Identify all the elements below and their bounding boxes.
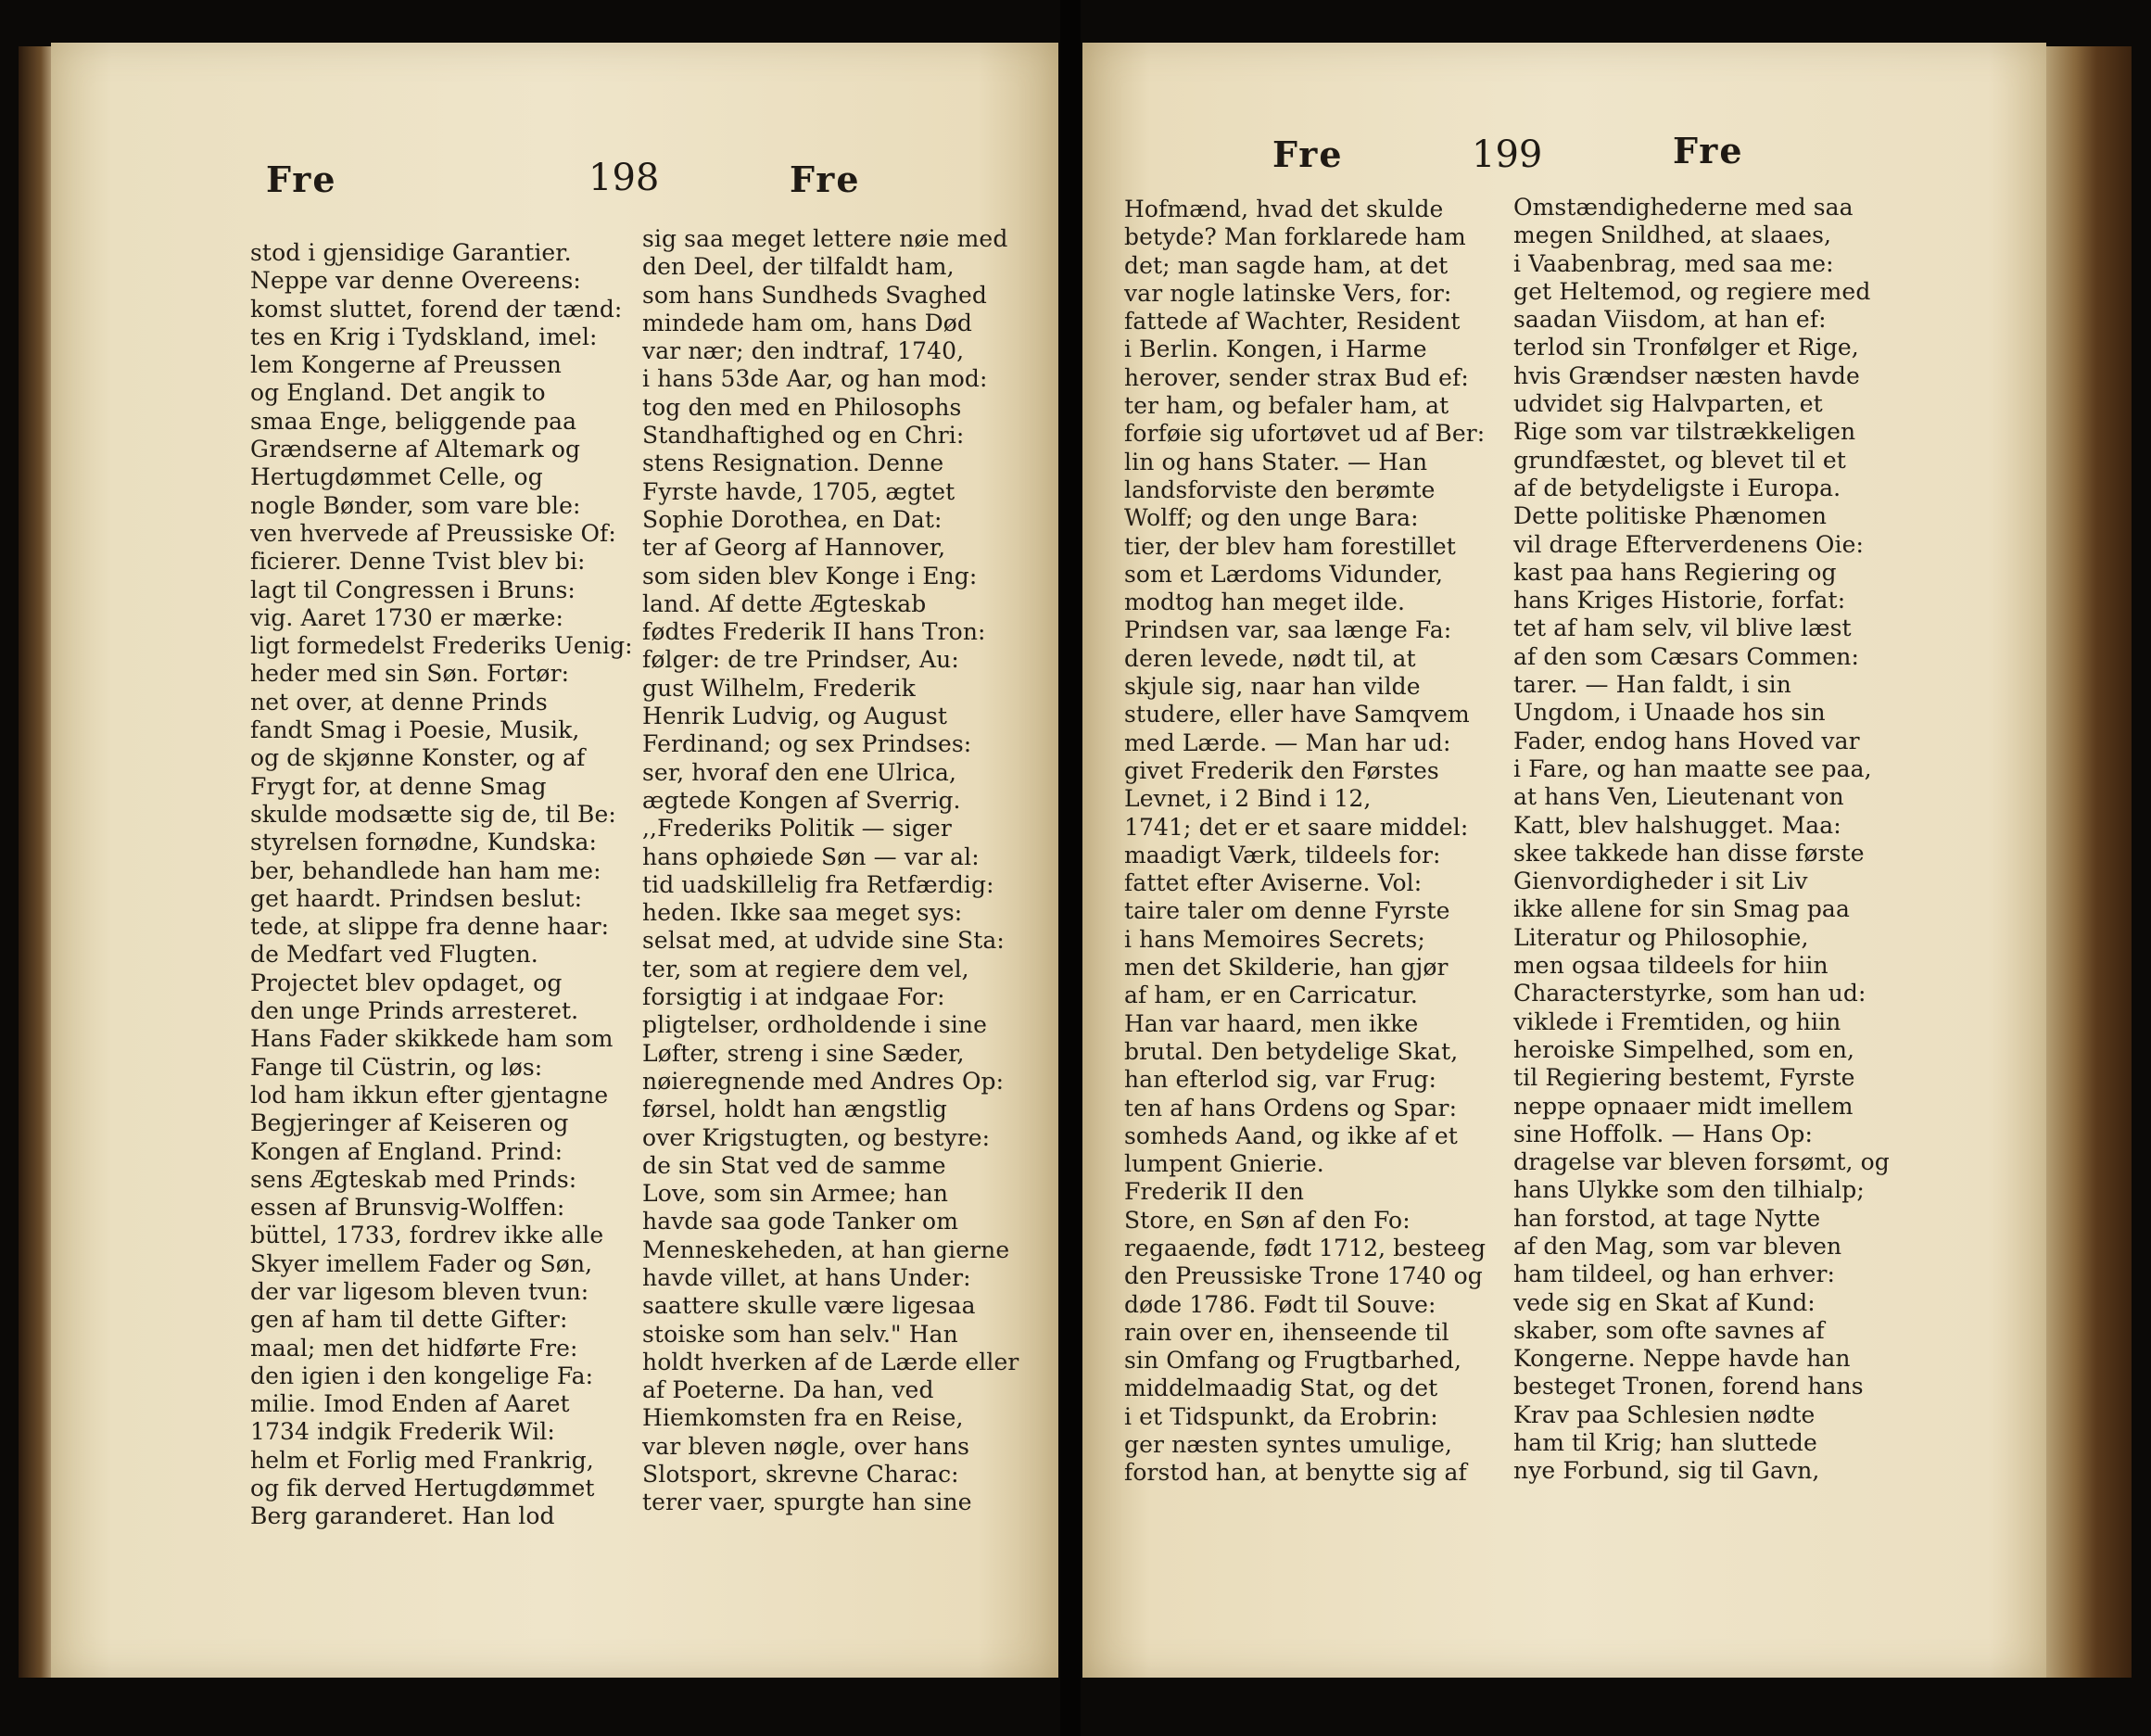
text-line: Menneskeheden, at han gierne — [642, 1235, 1010, 1263]
text-line: hans Ulykke som den tilhialp; — [1513, 1176, 1865, 1204]
text-line: i Fare, og han maatte see paa, — [1513, 754, 1872, 782]
text-line: skee takkede han disse første — [1513, 839, 1865, 867]
text-line: han efterlod sig, var Frug: — [1124, 1066, 1437, 1094]
text-line: büttel, 1733, fordrev ikke alle — [250, 1222, 604, 1249]
text-line: Henrik Ludvig, og August — [642, 703, 947, 730]
text-line: ægtede Kongen af Sverrig. — [642, 786, 961, 814]
text-line: heden. Ikke saa meget sys: — [642, 899, 963, 927]
text-line: men det Skilderie, han gjør — [1124, 954, 1449, 982]
text-line: lin og hans Stater. — Han — [1124, 448, 1428, 475]
text-line: fødtes Frederik II hans Tron: — [642, 618, 986, 646]
text-line: i et Tidspunkt, da Erobrin: — [1124, 1402, 1438, 1430]
text-line: skaber, som ofte savnes af — [1513, 1316, 1825, 1344]
right-page — [1082, 43, 2046, 1678]
text-line: ham tildeel, og han erhver: — [1513, 1261, 1836, 1288]
text-line: Berg garanderet. Han lod — [250, 1502, 555, 1530]
text-line: i Vaabenbrag, med saa me: — [1513, 249, 1834, 277]
header-right-word: Fre — [790, 158, 861, 200]
text-line: Ungdom, i Unaade hos sin — [1513, 699, 1826, 727]
text-line: taire taler om denne Fyrste — [1124, 897, 1450, 925]
text-line: Dette politiske Phænomen — [1513, 502, 1828, 530]
text-line: stoiske som han selv." Han — [642, 1320, 958, 1348]
text-line: Omstændighederne med saa — [1513, 194, 1854, 221]
text-line: ber, behandlede han ham me: — [250, 856, 601, 884]
text-line: nye Forbund, sig til Gavn, — [1513, 1457, 1820, 1485]
text-line: lod ham ikkun efter gjentagne — [250, 1081, 609, 1109]
text-line: Kongen af England. Prind: — [250, 1137, 563, 1165]
text-line: følger: de tre Prindser, Au: — [642, 646, 959, 674]
text-line: af den Mag, som var bleven — [1513, 1232, 1842, 1260]
text-line: sig saa meget lettere nøie med — [642, 225, 1008, 252]
text-line: smaa Enge, beliggende paa — [250, 407, 577, 435]
text-line: ser, hvoraf den ene Ulrica, — [642, 758, 957, 786]
text-line: studere, eller have Samqvem — [1124, 701, 1470, 729]
text-line: ter af Georg af Hannover, — [642, 534, 946, 562]
text-line: fandt Smag i Poesie, Musik, — [250, 716, 580, 744]
text-line: Projectet blev opdaget, og — [250, 969, 563, 996]
text-line: havde villet, at hans Under: — [642, 1263, 971, 1291]
book-edge-left — [19, 46, 56, 1678]
text-line: forstod han, at benytte sig af — [1124, 1459, 1467, 1487]
text-line: tid uadskillelig fra Retfærdig: — [642, 870, 994, 898]
text-line: over Krigstugten, og bestyre: — [642, 1123, 991, 1151]
text-line: hvis Grændser næsten havde — [1513, 361, 1860, 389]
header-left-word: Fre — [1272, 133, 1344, 175]
text-line: og fik derved Hertugdømmet — [250, 1475, 595, 1502]
text-line: besteget Tronen, forend hans — [1513, 1373, 1864, 1400]
text-line: Frederik II den — [1124, 1178, 1305, 1206]
text-line: Skyer imellem Fader og Søn, — [250, 1249, 593, 1277]
text-line: der var ligesom bleven tvun: — [250, 1277, 589, 1305]
text-line: Hiemkomsten fra en Reise, — [642, 1404, 964, 1432]
text-line: skulde modsætte sig de, til Be: — [250, 800, 616, 828]
text-line: ten af hans Ordens og Spar: — [1124, 1094, 1458, 1121]
text-line: kast paa hans Regiering og — [1513, 558, 1837, 586]
text-line: Rige som var tilstrækkeligen — [1513, 418, 1856, 446]
text-line: viklede i Fremtiden, og hiin — [1513, 1007, 1841, 1035]
text-line: Kongerne. Neppe havde han — [1513, 1345, 1851, 1373]
text-line: Ferdinand; og sex Prindses: — [642, 730, 972, 758]
text-line: gust Wilhelm, Frederik — [642, 674, 916, 702]
text-line: saadan Viisdom, at han ef: — [1513, 306, 1827, 334]
text-line: forsigtig i at indgaae For: — [642, 983, 945, 1011]
text-line: ter, som at regiere dem vel, — [642, 955, 969, 982]
text-line: Krav paa Schlesien nødte — [1513, 1400, 1816, 1428]
text-line: af den som Cæsars Commen: — [1513, 642, 1859, 670]
text-line: var nogle latinske Vers, for: — [1124, 279, 1452, 307]
page-number: 199 — [1472, 133, 1543, 176]
text-column-right — [642, 225, 1019, 1517]
text-line: somheds Aand, og ikke af et — [1124, 1121, 1458, 1149]
text-line: essen af Brunsvig-Wolffen: — [250, 1194, 565, 1222]
text-line: brutal. Den betydelige Skat, — [1124, 1037, 1459, 1065]
text-line: Prindsen var, saa længe Fa: — [1124, 616, 1452, 644]
text-line: megen Snildhed, at slaaes, — [1513, 222, 1832, 249]
text-line: fattede af Wachter, Resident — [1124, 308, 1461, 336]
text-line: regaaende, født 1712, besteeg — [1124, 1234, 1487, 1261]
text-line: døde 1786. Født til Souve: — [1124, 1290, 1436, 1318]
text-line: maadigt Værk, tildeels for: — [1124, 841, 1441, 868]
text-line: get Heltemod, og regiere med — [1513, 277, 1871, 305]
text-line: til Regiering bestemt, Fyrste — [1513, 1064, 1855, 1092]
text-line: Fader, endog hans Hoved var — [1513, 727, 1860, 754]
text-line: Fange til Cüstrin, og løs: — [250, 1053, 543, 1081]
text-line: skjule sig, naar han vilde — [1124, 673, 1421, 701]
text-line: Hans Fader skikkede ham som — [250, 1025, 614, 1053]
text-line: tede, at slippe fra denne haar: — [250, 913, 610, 941]
text-line: komst sluttet, forend der tænd: — [250, 295, 623, 323]
text-line: vil drage Efterverdenens Oie: — [1513, 530, 1865, 558]
text-line: Store, en Søn af den Fo: — [1124, 1206, 1411, 1234]
text-line: hans ophøiede Søn — var al: — [642, 843, 980, 870]
text-line: stod i gjensidige Garantier. — [250, 239, 572, 266]
text-line: den Preussiske Trone 1740 og — [1124, 1262, 1483, 1290]
text-line: Sophie Dorothea, en Dat: — [642, 505, 943, 533]
text-line: milie. Imod Enden af Aaret — [250, 1390, 570, 1418]
text-line: af ham, er en Carricatur. — [1124, 982, 1418, 1009]
text-line: heder med sin Søn. Fortør: — [250, 660, 570, 688]
text-line: deren levede, nødt til, at — [1124, 644, 1416, 672]
text-line: i hans Memoires Secrets; — [1124, 925, 1425, 953]
text-line: Characterstyrke, som han ud: — [1513, 980, 1866, 1007]
left-page — [51, 43, 1058, 1678]
text-line: saattere skulle være ligesaa — [642, 1292, 976, 1320]
text-line: fattet efter Aviserne. Vol: — [1124, 869, 1423, 897]
header-right-word: Fre — [1673, 130, 1744, 171]
text-line: middelmaadig Stat, og det — [1124, 1375, 1438, 1402]
text-line: nøieregnende med Andres Op: — [642, 1067, 1005, 1095]
text-line: Neppe var denne Overeens: — [250, 267, 581, 295]
text-line: var bleven nøgle, over hans — [642, 1432, 970, 1460]
text-line: Gienvordigheder i sit Liv — [1513, 868, 1808, 895]
text-line: sin Omfang og Frugtbarhed, — [1124, 1347, 1462, 1375]
text-line: ,,Frederiks Politik — siger — [642, 815, 952, 843]
text-line: i Berlin. Kongen, i Harme — [1124, 336, 1427, 363]
text-line: Hofmænd, hvad det skulde — [1124, 196, 1444, 222]
text-line: heroiske Simpelhed, som en, — [1513, 1035, 1855, 1063]
text-line: førsel, holdt han ængstlig — [642, 1096, 948, 1123]
text-line: ham til Krig; han sluttede — [1513, 1429, 1817, 1457]
text-line: han forstod, at tage Nytte — [1513, 1204, 1821, 1232]
text-line: Hertugdømmet Celle, og — [250, 463, 543, 491]
text-line: at hans Ven, Lieutenant von — [1513, 783, 1844, 811]
text-line: Katt, blev halshugget. Maa: — [1513, 811, 1841, 839]
text-line: den Deel, der tilfaldt ham, — [642, 253, 955, 281]
text-line: Løfter, streng i sine Sæder, — [642, 1039, 965, 1067]
text-line: i hans 53de Aar, og han mod: — [642, 365, 988, 393]
text-line: tes en Krig i Tydskland, imel: — [250, 323, 598, 350]
text-line: tet af ham selv, vil blive læst — [1513, 615, 1852, 642]
text-line: de Medfart ved Flugten. — [250, 941, 538, 969]
text-line: ikke allene for sin Smag paa — [1513, 895, 1850, 923]
text-line: ficierer. Denne Tvist blev bi: — [250, 548, 586, 576]
text-line: tarer. — Han faldt, i sin — [1513, 671, 1791, 699]
text-line: landsforviste den berømte — [1124, 475, 1436, 503]
text-line: terlod sin Tronfølger et Rige, — [1513, 334, 1859, 361]
text-column-right — [1513, 194, 1890, 1486]
text-line: Levnet, i 2 Bind i 12, — [1124, 785, 1372, 813]
text-line: helm et Forlig med Frankrig, — [250, 1446, 594, 1474]
text-line: lumpent Gnierie. — [1124, 1150, 1324, 1178]
text-line: som hans Sundheds Svaghed — [642, 281, 987, 309]
text-line: Standhaftighed og en Chri: — [642, 422, 965, 450]
text-line: som siden blev Konge i Eng: — [642, 562, 978, 589]
text-line: ger næsten syntes umulige, — [1124, 1431, 1452, 1459]
text-line: vede sig en Skat af Kund: — [1513, 1288, 1816, 1316]
text-line: neppe opnaaer midt imellem — [1513, 1092, 1854, 1120]
text-line: maal; men det hidførte Fre: — [250, 1334, 578, 1362]
text-line: stens Resignation. Denne — [642, 450, 944, 477]
text-line: de sin Stat ved de samme — [642, 1151, 946, 1179]
text-line: var nær; den indtraf, 1740, — [642, 337, 965, 365]
text-line: med Lærde. — Man har ud: — [1124, 729, 1451, 756]
text-line: pligtelser, ordholdende i sine — [642, 1011, 988, 1039]
text-line: selsat med, at udvide sine Sta: — [642, 927, 1005, 955]
text-line: grundfæstet, og blevet til et — [1513, 446, 1846, 474]
text-line: 1734 indgik Frederik Wil: — [250, 1418, 555, 1446]
text-line: det; man sagde ham, at det — [1124, 251, 1449, 279]
book-binding — [1060, 0, 1081, 1736]
text-line: betyde? Man forklarede ham — [1124, 223, 1466, 251]
text-line: net over, at denne Prinds — [250, 688, 548, 716]
text-line: Frygt for, at denne Smag — [250, 772, 547, 800]
text-column-left — [1124, 196, 1486, 1488]
text-line: den igien i den kongelige Fa: — [250, 1362, 594, 1389]
text-line: ter ham, og befaler ham, at — [1124, 392, 1449, 420]
text-line: rain over en, ihenseende til — [1124, 1318, 1449, 1346]
text-line: terer vaer, spurgte han sine — [642, 1489, 972, 1516]
text-line: Slotsport, skrevne Charac: — [642, 1461, 959, 1489]
text-line: tier, der blev ham forestillet — [1124, 532, 1456, 560]
text-line: gen af ham til dette Gifter: — [250, 1306, 568, 1334]
text-line: Literatur og Philosophie, — [1513, 923, 1809, 951]
text-line: styrelsen fornødne, Kundska: — [250, 829, 598, 856]
text-line: forføie sig ufortøvet ud af Ber: — [1124, 420, 1486, 448]
text-line: sens Ægteskab med Prinds: — [250, 1165, 577, 1193]
text-line: den unge Prinds arresteret. — [250, 997, 579, 1025]
text-line: tog den med en Philosophs — [642, 393, 962, 421]
text-line: men ogsaa tildeels for hiin — [1513, 952, 1828, 980]
text-line: get haardt. Prindsen beslut: — [250, 884, 583, 912]
text-line: dragelse var bleven forsømt, og — [1513, 1148, 1890, 1176]
text-line: holdt hverken af de Lærde eller — [642, 1348, 1019, 1375]
text-line: sine Hoffolk. — Hans Op: — [1513, 1120, 1813, 1147]
text-line: Fyrste havde, 1705, ægtet — [642, 477, 955, 505]
text-line: land. Af dette Ægteskab — [642, 589, 927, 617]
text-line: mindede ham om, hans Død — [642, 309, 973, 336]
text-line: lagt til Congressen i Bruns: — [250, 576, 576, 603]
text-line: Love, som sin Armee; han — [642, 1180, 949, 1208]
text-line: og England. Det angik to — [250, 379, 546, 407]
text-line: modtog han meget ilde. — [1124, 589, 1406, 616]
text-line: givet Frederik den Førstes — [1124, 756, 1439, 784]
text-line: lem Kongerne af Preussen — [250, 351, 562, 379]
text-line: udvidet sig Halvparten, et — [1513, 390, 1823, 418]
text-line: hans Kriges Historie, forfat: — [1513, 587, 1846, 615]
text-column-left — [250, 239, 633, 1531]
text-line: 1741; det er et saare middel: — [1124, 813, 1469, 841]
book-edge-right — [2043, 46, 2132, 1678]
text-line: ligt formedelst Frederiks Uenig: — [250, 632, 633, 660]
text-line: Begjeringer af Keiseren og — [250, 1109, 569, 1137]
text-line: Grændserne af Altemark og — [250, 436, 581, 463]
text-line: Wolff; og den unge Bara: — [1124, 504, 1419, 532]
page-number: 198 — [588, 157, 660, 199]
text-line: Han var haard, men ikke — [1124, 1009, 1419, 1037]
text-line: havde saa gode Tanker om — [642, 1208, 958, 1235]
text-line: af de betydeligste i Europa. — [1513, 474, 1841, 501]
text-line: som et Lærdoms Vidunder, — [1124, 560, 1444, 588]
text-line: og de skjønne Konster, og af — [250, 744, 586, 772]
text-line: vig. Aaret 1730 er mærke: — [250, 603, 563, 631]
text-line: af Poeterne. Da han, ved — [642, 1376, 934, 1404]
text-line: nogle Bønder, som vare ble: — [250, 491, 581, 519]
text-line: ven hvervede af Preussiske Of: — [250, 519, 616, 547]
header-left-word: Fre — [266, 158, 337, 200]
text-line: herover, sender strax Bud ef: — [1124, 363, 1469, 391]
